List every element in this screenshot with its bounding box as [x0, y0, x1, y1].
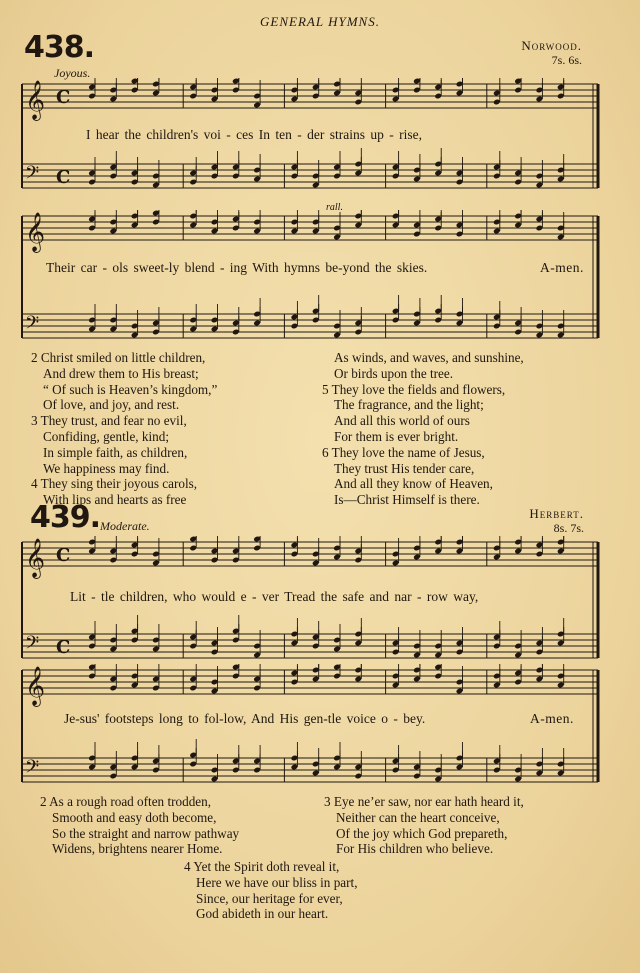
amen: A-men.: [530, 711, 574, 726]
svg-text:C: C: [56, 637, 71, 658]
verse-line: Of love, and joy, and rest.: [43, 397, 180, 413]
verse-line: Widens, brightens nearer Home.: [52, 841, 223, 857]
verses-right: [322, 350, 524, 508]
verse-line: 5 They love the fields and flowers,: [322, 381, 506, 397]
verse-line: 4 Yet the Spirit doth reveal it,: [184, 859, 340, 874]
lyrics-line: I hear the children's voi - ces In ten - der strains up - rise,: [86, 127, 422, 142]
lyrics-text: Je-sus' footsteps long to fol-low, And His gen-tle voice o - bey.: [64, 711, 426, 726]
lyrics-line: [46, 260, 584, 276]
verses-final: [184, 859, 358, 922]
verse-line: 3 Eye ne’er saw, nor ear hath heard it,: [324, 794, 524, 809]
svg-text:𝄢: 𝄢: [25, 313, 40, 338]
tune-name: Herbert.: [529, 506, 584, 521]
verse-line: They trust His tender care,: [334, 460, 475, 476]
verse-line: And all this world of ours: [334, 413, 470, 429]
tune-meter: 7s. 6s.: [551, 53, 582, 67]
tempo-marking: Moderate.: [100, 519, 150, 533]
svg-text:𝄢: 𝄢: [25, 163, 40, 188]
tempo-marking: rall.: [326, 202, 343, 213]
verse-line: Is—Christ Himself is there.: [334, 492, 480, 508]
lyrics-line: Lit - tle children, who would e - ver Tread the safe and nar - row way,: [70, 589, 479, 604]
amen: A-men.: [540, 260, 584, 275]
svg-text:𝄞: 𝄞: [25, 212, 46, 252]
verse-line: We happiness may find.: [43, 460, 170, 476]
verse-line: So the straight and narrow pathway: [52, 825, 240, 841]
verse-line: 6 They love the name of Jesus,: [322, 444, 485, 460]
verse-line: 2 As a rough road often trodden,: [40, 794, 212, 809]
verse-line: “ Of such is Heaven’s kingdom,”: [43, 381, 218, 397]
tune-name: Norwood.: [521, 38, 582, 53]
svg-text:𝄢: 𝄢: [25, 757, 40, 782]
verse-line: Or birds upon the tree.: [334, 365, 454, 381]
lyrics-line: [64, 711, 574, 727]
verse-line: God abideth in our heart.: [196, 906, 329, 922]
tune-info: [521, 38, 582, 68]
verses-left: [40, 794, 239, 857]
verse-line: For His children who believe.: [336, 841, 494, 857]
verse-line: With lips and hearts as free: [43, 492, 187, 508]
hymn-number: 439.: [30, 500, 101, 535]
svg-text:𝄞: 𝄞: [25, 538, 46, 578]
tune-meter: 8s. 7s.: [553, 521, 584, 535]
page-header: GENERAL HYMNS.: [260, 14, 380, 29]
verse-line: 4 They sing their joyous carols,: [31, 476, 198, 492]
svg-text:C: C: [56, 167, 71, 188]
verse-line: For them is ever bright.: [334, 428, 459, 444]
svg-text:C: C: [56, 87, 71, 108]
verse-line: And all they know of Heaven,: [334, 476, 493, 492]
verse-line: Of the joy which God prepareth,: [336, 825, 508, 841]
tune-info: [529, 506, 584, 536]
verse-line: Here we have our bliss in part,: [196, 874, 358, 890]
svg-text:C: C: [56, 545, 71, 566]
svg-text:𝄞: 𝄞: [25, 80, 46, 120]
svg-text:𝄞: 𝄞: [25, 666, 46, 706]
verse-line: Confiding, gentle, kind;: [43, 428, 170, 444]
verse-line: 2 Christ smiled on little children,: [31, 350, 206, 365]
verse-line: Smooth and easy doth become,: [52, 809, 217, 825]
music-system: [18, 664, 604, 792]
verse-line: As winds, and waves, and sunshine,: [334, 350, 524, 365]
verse-line: In simple faith, as children,: [43, 444, 188, 460]
verses-left: [31, 350, 217, 508]
hymn-number: 438.: [24, 30, 95, 65]
lyrics-text: Their car - ols sweet-ly blend - ing With hymns be-yond the skies.: [46, 260, 428, 275]
music-system: [18, 210, 604, 348]
verse-line: Since, our heritage for ever,: [196, 890, 343, 906]
verse-line: 3 They trust, and fear no evil,: [31, 413, 187, 429]
tempo-marking: Joyous.: [54, 66, 91, 80]
svg-text:𝄢: 𝄢: [25, 633, 40, 658]
verses-right: [324, 794, 524, 857]
verse-line: The fragrance, and the light;: [334, 397, 484, 413]
verse-line: And drew them to His breast;: [43, 365, 199, 381]
verse-line: Neither can the heart conceive,: [336, 809, 500, 825]
